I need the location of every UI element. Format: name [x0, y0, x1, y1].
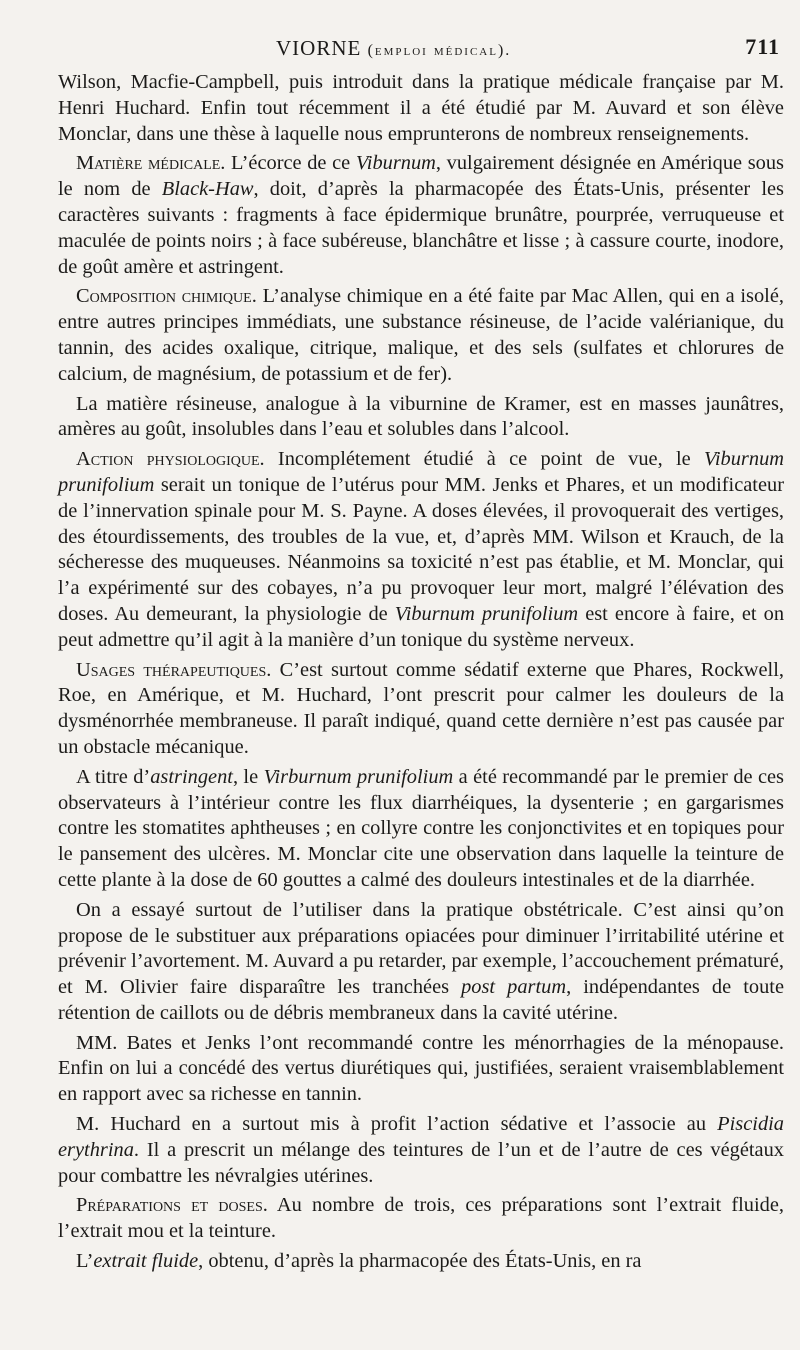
paragraph [58, 392, 784, 444]
text-run: . Il a prescrit un mélange des teintures de l’un et de l’autre de ces végétaux pour combattre les névralgies utérines. [58, 1138, 784, 1187]
paragraph [58, 1112, 784, 1189]
running-title [276, 36, 511, 61]
text-run: MM. Bates et Jenks l’ont recommandé contre les ménorrhagies de la ménopause. Enfin on lui a concédé des vertus diurétiques qui, justifiées, seraient vraisemblablement en rapport avec sa richesse en tannin. [58, 1031, 784, 1106]
text-run: Au nombre de trois, ces préparations sont l’extrait fluide, l’extrait mou et la teinture. [58, 1194, 785, 1243]
italic-text: Viburnum prunifolium [58, 448, 784, 496]
text-run: , vulgairement désignée en Amérique sous le nom de [58, 152, 784, 201]
italic-text: Viburnum prunifolium [394, 602, 579, 625]
text-run: Incomplétement étudié à ce point de vue, le [264, 448, 704, 471]
section-heading: Composition chimique. [76, 285, 257, 308]
italic-text: Piscidia erythrina [58, 1113, 784, 1161]
italic-text: Virburnum prunifolium [263, 765, 454, 788]
paragraph [58, 1031, 784, 1108]
paragraph [58, 151, 784, 280]
section-heading: Matière médicale. [76, 152, 226, 175]
text-run: a été recommandé par le premier de ces observateurs à l’intérieur contre les flux diarrhéiques, la dysenterie ; en gargarismes contre les stomatites aphtheuses ; en collyre contre les conjonctivites et en topiques pour le pansement des ulcères. M. Monclar cite une observation dans laquelle la teinture de cette plante à la dose de 60 gouttes a calmé des douleurs intestinales et de la diarrhée. [58, 765, 784, 891]
paragraph [58, 658, 784, 761]
section-heading: Usages thérapeutiques. [76, 658, 272, 681]
text-run: La matière résineuse, analogue à la viburnine de Kramer, est en masses jaunâtres, amères au goût, insolubles dans l’eau et solubles dans l’alcool. [58, 392, 784, 441]
text-run: L’ [76, 1250, 94, 1273]
italic-text: post partum [461, 976, 567, 999]
paragraph [58, 284, 784, 387]
paragraph [58, 898, 784, 1027]
paragraph [58, 1249, 784, 1275]
section-heading: Préparations et doses. [76, 1194, 268, 1217]
text-run: On a essayé surtout de l’utiliser dans la pratique obstétricale. C’est ainsi qu’on propose de le substituer aux préparations opiacées pour diminuer l’irritabilité utérine et prévenir l’avortement. M. Auvard a pu retarder, par exemple, l’accouchement prématuré, et M. Olivier faire disparaître les tranchées [58, 898, 784, 999]
text-run: serait un tonique de l’utérus pour MM. Jenks et Phares, et un modificateur de l’innervation spinale pour M. S. Payne. A doses élevées, il provoquerait des vertiges, des étourdissements, des troubles de la vue, et, d’après MM. Wilson et Krauch, de la sécheresse des muqueuses. Néanmoins sa toxicité n’est pas établie, et M. Monclar, qui l’a expérimenté sur des cobayes, n’a pu provoquer leur mort, malgré l’élévation des doses. Au demeurant, la physiologie de [58, 473, 784, 625]
italic-text: Viburnum [355, 152, 436, 175]
page-number: 711 [745, 34, 780, 59]
text-run: C’est surtout comme sédatif externe que Phares, Rockwell, Roe, en Amérique, et M. Huchard, l’ont prescrit pour calmer les douleurs de la dysménorrhée membraneuse. Il paraît indiqué, quand cette dernière n’est pas causée par un obstacle mécanique. [58, 658, 784, 758]
body-text [58, 70, 784, 1275]
paragraph [58, 765, 784, 894]
text-run: A titre d’ [76, 765, 151, 788]
paragraph [58, 1193, 784, 1245]
text-run: M. Huchard en a surtout mis à profit l’action sédative et l’associe au [76, 1113, 718, 1136]
text-run: , obtenu, d’après la pharmacopée des États-Unis, en ra [198, 1250, 642, 1273]
running-header [58, 30, 784, 70]
italic-text: extrait fluide [93, 1250, 199, 1273]
text-run: L’écorce de ce [225, 152, 356, 175]
section-heading: Action physiologique. [76, 448, 265, 471]
text-run: est encore à faire, et on peut admettre qu’il agit à la manière d’un tonique du système nerveux. [58, 602, 785, 651]
text-run: , doit, d’après la pharmacopée des États-Unis, présenter les caractères suivants : fragments à face épidermique brunâtre, pourprée, verruqueuse et maculée de points noirs ; à face subéreuse, blanchâtre et lisse ; à cassure courte, inodore, de goût amère et astringent. [58, 178, 784, 278]
text-run: L’analyse chimique en a été faite par Mac Allen, qui en a isolé, entre autres principes immédiats, une substance résineuse, de l’acide valérianique, du tannin, des acides oxalique, citrique, malique, et des sels (sulfates et chlorures de calcium, de magnésium, de potassium et de fer). [58, 285, 784, 385]
italic-text: astringent [150, 765, 233, 788]
paragraph [58, 447, 784, 653]
running-title-main: VIORNE [276, 36, 362, 60]
italic-text: Black-Haw [161, 178, 254, 201]
text-run: , indépendantes de toute rétention de caillots ou de débris membraneux dans la cavité utérine. [58, 976, 784, 1024]
paragraph [58, 70, 784, 147]
running-title-sub: (emploi médical). [367, 42, 512, 59]
text-run: , le [232, 765, 264, 788]
text-run: Wilson, Macfie-Campbell, puis introduit dans la pratique médicale française par M. Henri Huchard. Enfin tout récemment il a été étudié par M. Auvard et son élève Monclar, dans une thèse à laquelle nous emprunterons de nombreux renseignements. [58, 71, 784, 145]
